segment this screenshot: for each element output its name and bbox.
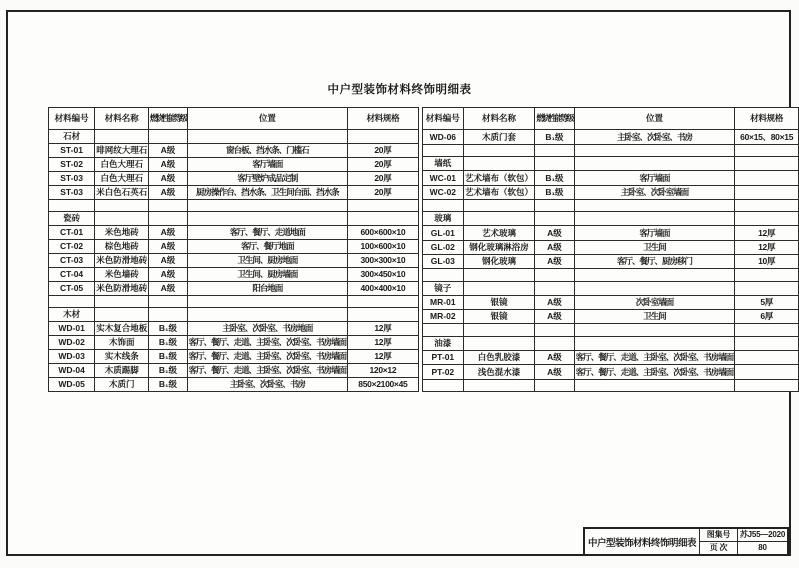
cell-spec xyxy=(735,269,799,281)
cell-code: GL-02 xyxy=(422,240,463,254)
cell-code: WC-02 xyxy=(422,185,463,199)
table-row xyxy=(49,226,419,240)
table-row xyxy=(49,364,419,378)
cell-grade xyxy=(149,296,187,308)
table-row xyxy=(49,322,419,336)
section-row xyxy=(49,130,419,144)
cell-spec: 60×15、80×15 xyxy=(735,130,799,144)
section-row xyxy=(422,281,798,295)
cell-grade: B₁级 xyxy=(535,130,575,144)
cell-spec xyxy=(348,200,418,212)
header-row xyxy=(422,108,798,130)
empty-row xyxy=(422,144,798,156)
cell-location: 客厅壁炉成品定制 xyxy=(187,172,348,186)
cell-grade: B₁级 xyxy=(149,378,187,392)
empty-row xyxy=(422,269,798,281)
cell-grade: A级 xyxy=(535,226,575,240)
cell-grade xyxy=(535,281,575,295)
cell-location xyxy=(574,144,735,156)
table-row xyxy=(49,268,419,282)
column-header: 材料规格 xyxy=(735,108,799,130)
cell-grade xyxy=(535,324,575,336)
table-row xyxy=(422,295,798,309)
cell-code: GL-03 xyxy=(422,255,463,269)
cell-location xyxy=(574,324,735,336)
cell-grade: B₁级 xyxy=(149,336,187,350)
header-row xyxy=(49,108,419,130)
cell-location: 厨房操作台、挡水条、卫生间台面、挡水条 xyxy=(187,186,348,200)
cell-name: 钢化玻璃 xyxy=(464,255,535,269)
cell-location: 主卧室、次卧室、书房地面 xyxy=(187,322,348,336)
cell-name xyxy=(464,199,535,211)
cell-location: 卫生间、厨房墙面 xyxy=(187,268,348,282)
cell-grade: A级 xyxy=(535,240,575,254)
column-header: 材料规格 xyxy=(348,108,418,130)
cell-spec: 20厚 xyxy=(348,186,418,200)
table-row xyxy=(49,378,419,392)
column-header: 位置 xyxy=(187,108,348,130)
table-row xyxy=(49,186,419,200)
cell-grade: A级 xyxy=(535,255,575,269)
cell-name xyxy=(464,269,535,281)
cell-name: 实木复合地板 xyxy=(95,322,149,336)
cell-name: 艺术墙布（软包） xyxy=(464,185,535,199)
cell-spec: 10厚 xyxy=(735,255,799,269)
cell-code: WD-05 xyxy=(49,378,95,392)
column-header: 燃烧性能等级 xyxy=(535,108,575,130)
table-row xyxy=(49,172,419,186)
cell-name: 米色地砖 xyxy=(95,226,149,240)
cell-spec: 12厚 xyxy=(735,240,799,254)
cell-location: 次卧室墙面 xyxy=(574,295,735,309)
cell-spec: 5厚 xyxy=(735,295,799,309)
cell-spec xyxy=(735,351,799,365)
empty-row xyxy=(422,199,798,211)
cell-location: 客厅、餐厅、走道、主卧室、次卧室、书房墙面 xyxy=(187,350,348,364)
cell-location xyxy=(574,379,735,391)
cell-spec: 300×300×10 xyxy=(348,254,418,268)
page-number-label: 页 次 xyxy=(700,542,738,555)
cell-location: 卫生间、厨房地面 xyxy=(187,254,348,268)
cell-name: 米色防滑地砖 xyxy=(95,282,149,296)
cell-grade xyxy=(149,130,187,144)
cell-code: WD-04 xyxy=(49,364,95,378)
cell-spec xyxy=(735,185,799,199)
cell-spec xyxy=(735,324,799,336)
cell-code xyxy=(422,269,463,281)
cell-code: CT-05 xyxy=(49,282,95,296)
cell-location: 客厅、餐厅、走道地面 xyxy=(187,226,348,240)
cell-location xyxy=(187,200,348,212)
cell-spec: 20厚 xyxy=(348,144,418,158)
cell-code: 玻璃 xyxy=(422,212,463,226)
cell-location: 主卧室、次卧室、书房 xyxy=(574,130,735,144)
cell-spec: 20厚 xyxy=(348,158,418,172)
cell-spec xyxy=(735,336,799,350)
cell-name: 白色大理石 xyxy=(95,158,149,172)
cell-location xyxy=(574,157,735,171)
cell-grade: A级 xyxy=(149,282,187,296)
cell-name: 木饰面 xyxy=(95,336,149,350)
cell-name: 木质门 xyxy=(95,378,149,392)
cell-grade: A级 xyxy=(535,365,575,379)
cell-name: 艺术玻璃 xyxy=(464,226,535,240)
cell-name: 实木线条 xyxy=(95,350,149,364)
table-row xyxy=(49,254,419,268)
section-row xyxy=(422,157,798,171)
cell-code xyxy=(422,199,463,211)
cell-location: 客厅、餐厅、走道、主卧室、次卧室、书房墙面 xyxy=(187,364,348,378)
cell-name: 米色墙砖 xyxy=(95,268,149,282)
cell-code: WD-02 xyxy=(49,336,95,350)
cell-location xyxy=(574,336,735,350)
cell-spec xyxy=(348,212,418,226)
cell-location: 客厅、餐厅、走道、主卧室、次卧室、书房墙面 xyxy=(574,351,735,365)
cell-name: 米白色石英石 xyxy=(95,186,149,200)
cell-code: CT-04 xyxy=(49,268,95,282)
cell-spec: 100×600×10 xyxy=(348,240,418,254)
table-row xyxy=(422,310,798,324)
cell-spec: 600×600×10 xyxy=(348,226,418,240)
cell-code: 瓷砖 xyxy=(49,212,95,226)
materials-schedule xyxy=(48,107,799,392)
atlas-number-label: 图集号 xyxy=(700,529,738,542)
cell-name xyxy=(464,144,535,156)
table-row xyxy=(422,351,798,365)
empty-row xyxy=(422,324,798,336)
cell-spec xyxy=(348,130,418,144)
cell-location xyxy=(574,281,735,295)
cell-grade: A级 xyxy=(149,240,187,254)
cell-code: ST-03 xyxy=(49,172,95,186)
cell-location xyxy=(187,212,348,226)
document-title: 中户型装饰材料终饰明细表 xyxy=(327,84,472,96)
cell-spec xyxy=(735,365,799,379)
cell-spec: 300×450×10 xyxy=(348,268,418,282)
cell-spec xyxy=(735,171,799,185)
cell-spec xyxy=(735,144,799,156)
cell-location: 客厅墙面 xyxy=(574,226,735,240)
cell-location: 客厅、餐厅地面 xyxy=(187,240,348,254)
materials-table-left xyxy=(48,107,419,392)
column-header: 位置 xyxy=(574,108,735,130)
cell-grade: B₁级 xyxy=(149,364,187,378)
cell-location: 客厅、餐厅、走道、主卧室、次卧室、书房墙面 xyxy=(187,336,348,350)
cell-spec xyxy=(735,157,799,171)
cell-grade: A级 xyxy=(149,158,187,172)
cell-name xyxy=(464,212,535,226)
cell-name: 米色防滑地砖 xyxy=(95,254,149,268)
cell-grade: A级 xyxy=(149,226,187,240)
table-row xyxy=(422,171,798,185)
cell-spec xyxy=(735,212,799,226)
cell-code: ST-03 xyxy=(49,186,95,200)
table-row xyxy=(422,226,798,240)
cell-name: 银镜 xyxy=(464,295,535,309)
cell-code: PT-01 xyxy=(422,351,463,365)
cell-name xyxy=(464,157,535,171)
cell-code: CT-01 xyxy=(49,226,95,240)
cell-spec: 400×400×10 xyxy=(348,282,418,296)
cell-location: 窗台板、挡水条、门槛石 xyxy=(187,144,348,158)
empty-row xyxy=(49,296,419,308)
cell-grade: A级 xyxy=(149,144,187,158)
cell-code xyxy=(422,379,463,391)
cell-grade: A级 xyxy=(149,186,187,200)
cell-name xyxy=(464,281,535,295)
cell-name: 银镜 xyxy=(464,310,535,324)
cell-name: 白色乳胶漆 xyxy=(464,351,535,365)
cell-location: 卫生间 xyxy=(574,310,735,324)
section-row xyxy=(49,308,419,322)
cell-code: WD-06 xyxy=(422,130,463,144)
cell-location: 主卧室、次卧室、书房 xyxy=(187,378,348,392)
cell-grade: B₁级 xyxy=(535,185,575,199)
cell-location xyxy=(187,130,348,144)
cell-code xyxy=(49,296,95,308)
cell-code: 木材 xyxy=(49,308,95,322)
column-header: 材料编号 xyxy=(422,108,463,130)
cell-name: 木质门套 xyxy=(464,130,535,144)
cell-name: 白色大理石 xyxy=(95,172,149,186)
title-block xyxy=(583,527,789,556)
cell-grade: B₁级 xyxy=(535,171,575,185)
table-row xyxy=(422,185,798,199)
table-row xyxy=(49,336,419,350)
empty-row xyxy=(49,200,419,212)
table-row xyxy=(422,365,798,379)
cell-spec: 12厚 xyxy=(348,336,418,350)
title-block-grid xyxy=(700,529,787,554)
cell-location xyxy=(574,269,735,281)
section-row xyxy=(49,212,419,226)
cell-grade xyxy=(149,308,187,322)
cell-spec: 6厚 xyxy=(735,310,799,324)
cell-grade: A级 xyxy=(535,310,575,324)
cell-name: 钢化玻璃淋浴房 xyxy=(464,240,535,254)
cell-spec: 12厚 xyxy=(348,322,418,336)
cell-spec xyxy=(735,379,799,391)
cell-code: PT-02 xyxy=(422,365,463,379)
cell-code: ST-01 xyxy=(49,144,95,158)
cell-grade xyxy=(535,336,575,350)
column-header: 燃烧性能等级 xyxy=(149,108,187,130)
cell-code: ST-02 xyxy=(49,158,95,172)
cell-name xyxy=(95,296,149,308)
cell-grade: A级 xyxy=(535,351,575,365)
cell-location xyxy=(187,296,348,308)
cell-name xyxy=(95,212,149,226)
cell-grade xyxy=(535,379,575,391)
cell-grade: A级 xyxy=(149,268,187,282)
cell-grade xyxy=(149,212,187,226)
cell-code xyxy=(422,144,463,156)
cell-code: 石材 xyxy=(49,130,95,144)
title-block-drawing-name: 中户型装饰材料终饰明细表 xyxy=(585,529,700,554)
cell-location: 客厅墙面 xyxy=(187,158,348,172)
empty-row xyxy=(422,379,798,391)
cell-code: WD-01 xyxy=(49,322,95,336)
table-row xyxy=(49,158,419,172)
cell-spec: 120×12 xyxy=(348,364,418,378)
table-row xyxy=(49,282,419,296)
atlas-number-value: 苏J55—2020 xyxy=(738,529,787,542)
cell-location xyxy=(574,199,735,211)
cell-grade: B₁级 xyxy=(149,350,187,364)
cell-grade xyxy=(535,157,575,171)
cell-spec: 20厚 xyxy=(348,172,418,186)
cell-code xyxy=(49,200,95,212)
cell-name xyxy=(95,130,149,144)
cell-grade xyxy=(535,199,575,211)
cell-name xyxy=(95,308,149,322)
cell-code: GL-01 xyxy=(422,226,463,240)
cell-name: 棕色地砖 xyxy=(95,240,149,254)
cell-code: WC-01 xyxy=(422,171,463,185)
cell-name: 艺术墙布（软包） xyxy=(464,171,535,185)
cell-spec xyxy=(348,296,418,308)
cell-spec: 12厚 xyxy=(735,226,799,240)
cell-location xyxy=(187,308,348,322)
table-row xyxy=(49,240,419,254)
section-row xyxy=(422,212,798,226)
cell-code: CT-02 xyxy=(49,240,95,254)
cell-name xyxy=(464,379,535,391)
cell-code xyxy=(422,324,463,336)
cell-location: 卫生间 xyxy=(574,240,735,254)
cell-code: WD-03 xyxy=(49,350,95,364)
table-row xyxy=(422,255,798,269)
table-row xyxy=(422,130,798,144)
column-header: 材料名称 xyxy=(464,108,535,130)
page-number-value: 80 xyxy=(758,543,767,553)
materials-table-right xyxy=(422,107,799,392)
column-header: 材料名称 xyxy=(95,108,149,130)
cell-location: 客厅墙面 xyxy=(574,171,735,185)
table-row xyxy=(49,144,419,158)
cell-grade xyxy=(535,269,575,281)
cell-location: 主卧室、次卧室墙面 xyxy=(574,185,735,199)
cell-grade xyxy=(535,212,575,226)
cell-grade xyxy=(535,144,575,156)
cell-location xyxy=(574,212,735,226)
cell-grade: A级 xyxy=(149,172,187,186)
cell-name xyxy=(464,336,535,350)
cell-code: MR-01 xyxy=(422,295,463,309)
cell-name xyxy=(95,200,149,212)
column-header: 材料编号 xyxy=(49,108,95,130)
cell-code: CT-03 xyxy=(49,254,95,268)
cell-name: 啡网纹大理石 xyxy=(95,144,149,158)
cell-grade: B₁级 xyxy=(149,322,187,336)
cell-name xyxy=(464,324,535,336)
cell-name: 浅色混水漆 xyxy=(464,365,535,379)
section-row xyxy=(422,336,798,350)
cell-spec: 12厚 xyxy=(348,350,418,364)
cell-code: 油漆 xyxy=(422,336,463,350)
cell-grade: A级 xyxy=(535,295,575,309)
cell-spec xyxy=(735,199,799,211)
cell-location: 阳台地面 xyxy=(187,282,348,296)
cell-spec xyxy=(735,281,799,295)
cell-code: 墙纸 xyxy=(422,157,463,171)
cell-spec: 850×2100×45 xyxy=(348,378,418,392)
table-row xyxy=(49,350,419,364)
cell-code: 镜子 xyxy=(422,281,463,295)
cell-location: 客厅、餐厅、厨房移门 xyxy=(574,255,735,269)
cell-name: 木质踢脚 xyxy=(95,364,149,378)
cell-spec xyxy=(348,308,418,322)
table-row xyxy=(422,240,798,254)
cell-grade xyxy=(149,200,187,212)
cell-code: MR-02 xyxy=(422,310,463,324)
cell-grade: A级 xyxy=(149,254,187,268)
cell-location: 客厅、餐厅、走道、主卧室、次卧室、书房墙面 xyxy=(574,365,735,379)
